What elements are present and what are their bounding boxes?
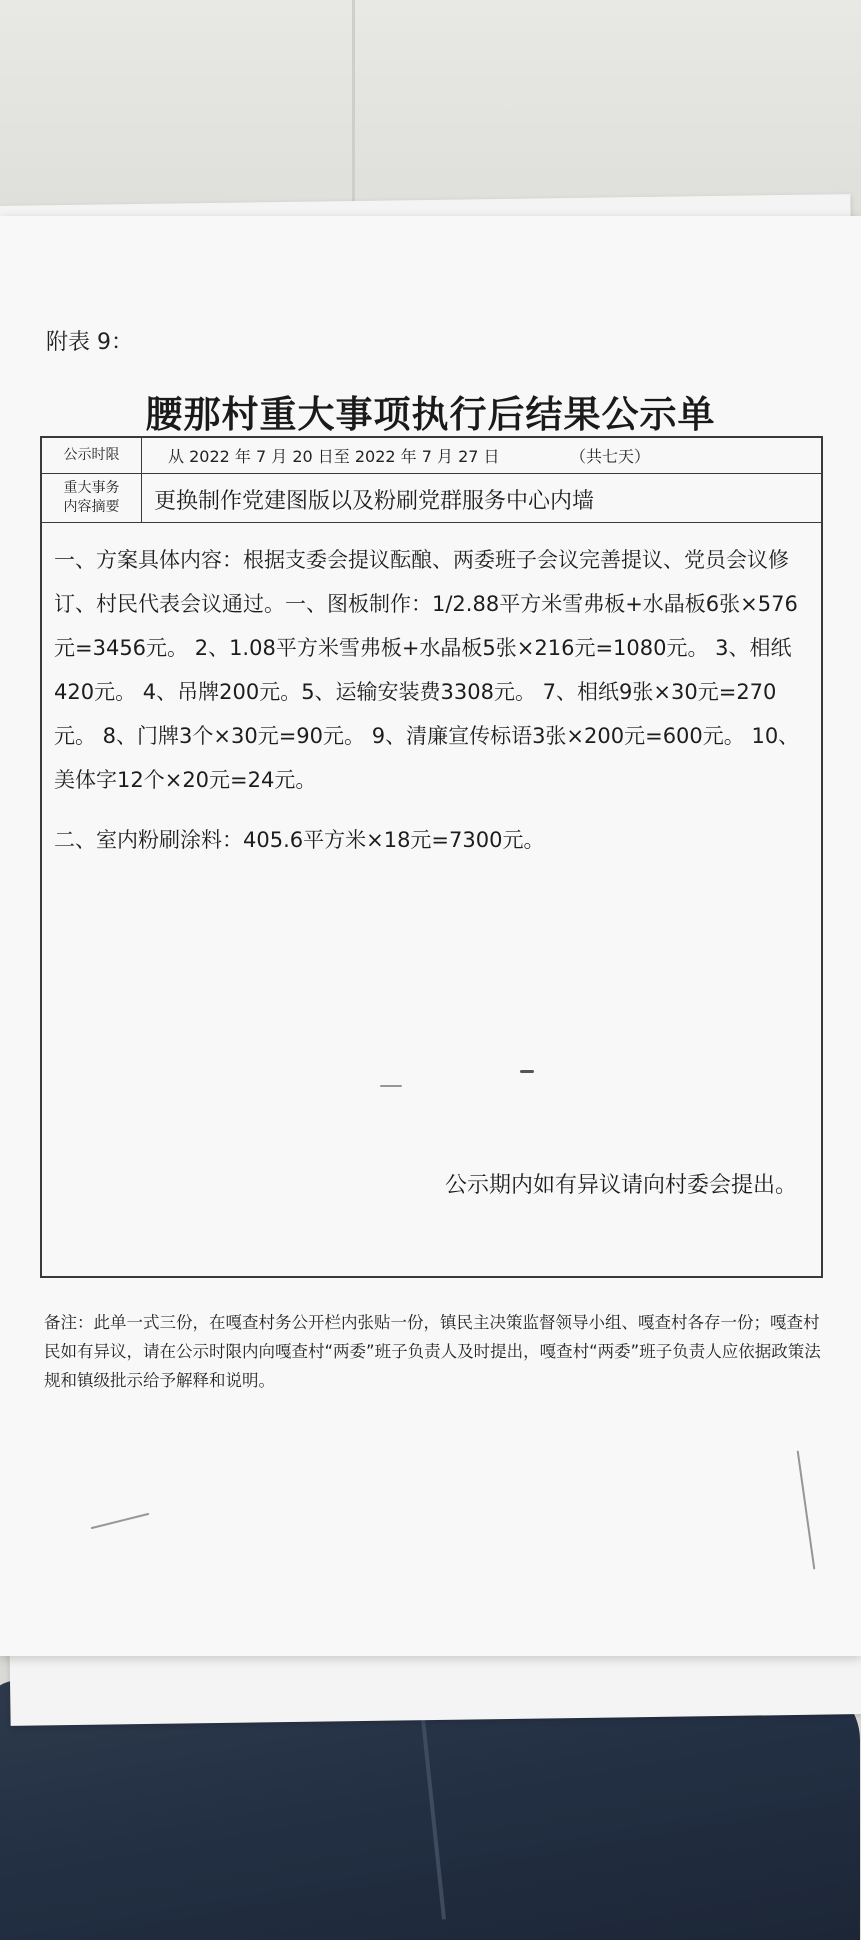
print-speck — [380, 1085, 402, 1087]
notice-table — [40, 436, 823, 1278]
summary-value: 更换制作党建图版以及粉刷党群服务中心内墙 — [154, 489, 595, 514]
wall-tile-seam — [352, 0, 355, 215]
content-paragraph-2: 二、室内粉刷涂料：405.6平方米×18元=7300元。 — [54, 828, 545, 852]
period-value: 从 2022 年 7 月 20 日至 2022 年 7 月 27 日 — [168, 447, 500, 466]
objection-notice: 公示期内如有异议请向村委会提出。 — [444, 1173, 797, 1198]
plan-content — [54, 538, 814, 862]
period-row — [42, 438, 821, 474]
period-total: （共七天） — [570, 447, 651, 466]
document-title: 腰那村重大事项执行后结果公示单 — [145, 393, 716, 436]
summary-row — [42, 474, 821, 523]
summary-label-line2: 内容摘要 — [63, 499, 120, 515]
annex-label: 附表 9： — [46, 330, 133, 355]
content-paragraph-1: 一、方案具体内容：根据支委会提议酝酿、两委班子会议完善提议、党员会议修订、村民代表会议通过。一、图板制作：1/2.88平方米雪弗板+水晶板6张×576元=3456元。 2、1.08平方米雪弗板+水晶板5张×216元=1080元。 3、相纸420元。 4、吊牌200元。5、运输安装费3308元。 7、相纸9张×30元=270元。 8、门牌3个×30元=90元。 9、清廉宣传标语3张×200元=600元。 10、美体字12个×20元=24元。 — [54, 548, 800, 792]
summary-label-line1: 重大事务 — [63, 480, 120, 496]
summary-label — [42, 474, 142, 522]
remark-note: 备注：此单一式三份，在嘎查村务公开栏内张贴一份，镇民主决策监督领导小组、嘎查村各存一份；嘎查村民如有异议，请在公示时限内向嘎查村“两委”班子负责人及时提出，嘎查村“两委”班子负责人应依据政策法规和镇级批示给予解释和说明。 — [44, 1313, 821, 1390]
print-speck — [520, 1070, 534, 1073]
period-label: 公示时限 — [42, 438, 142, 473]
